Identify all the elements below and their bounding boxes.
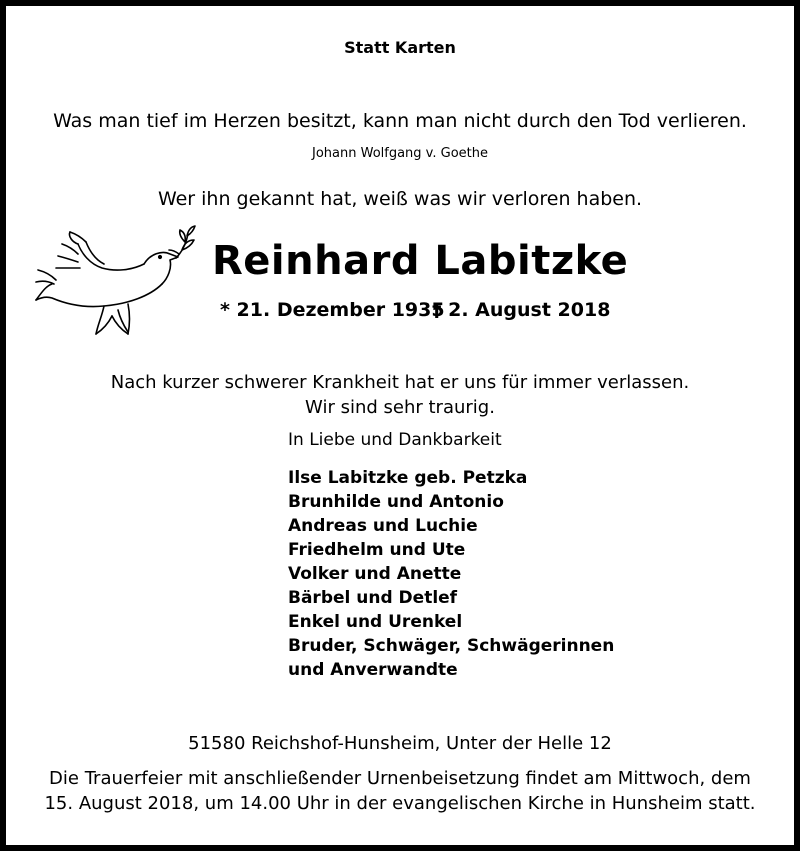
- family-address: 51580 Reichshof-Hunsheim, Unter der Helle 12: [188, 733, 612, 754]
- mourner-name: und Anverwandte: [288, 660, 458, 680]
- mourner-name: Bärbel und Detlef: [288, 588, 458, 608]
- mourner-name: Bruder, Schwäger, Schwägerinnen: [288, 636, 615, 656]
- mourner-name: Ilse Labitzke geb. Petzka: [288, 468, 528, 488]
- dove-with-olive-branch-icon: [32, 224, 204, 340]
- ceremony-info-line-2: 15. August 2018, um 14.00 Uhr in der evangelischen Kirche in Hunsheim statt.: [44, 793, 756, 814]
- ceremony-info-line-1: Die Trauerfeier mit anschließender Urnenbeisetzung findet am Mittwoch, dem: [49, 768, 751, 789]
- mourner-name: Volker und Anette: [288, 564, 462, 584]
- farewell-message-line-1: Nach kurzer schwerer Krankheit hat er uns für immer verlassen.: [110, 372, 690, 393]
- farewell-message-line-2: Wir sind sehr traurig.: [305, 397, 495, 418]
- header-statt-karten: Statt Karten: [344, 38, 456, 57]
- quote-author: Johann Wolfgang v. Goethe: [312, 146, 488, 161]
- memorial-subquote: Wer ihn gekannt hat, weiß was wir verloren haben.: [157, 188, 643, 210]
- death-date: † 2. August 2018: [432, 299, 611, 321]
- mourner-name: Brunhilde und Antonio: [288, 492, 504, 512]
- mourner-name: Andreas und Luchie: [288, 516, 478, 536]
- birth-date: * 21. Dezember 1935: [220, 299, 445, 321]
- mourners-intro: In Liebe und Dankbarkeit: [288, 430, 502, 450]
- mourners-list: [288, 466, 614, 682]
- mourner-name: Enkel und Urenkel: [288, 612, 463, 632]
- mourner-name: Friedhelm und Ute: [288, 540, 466, 560]
- deceased-name: Reinhard Labitzke: [212, 238, 629, 284]
- memorial-quote: Was man tief im Herzen besitzt, kann man nicht durch den Tod verlieren.: [53, 110, 747, 132]
